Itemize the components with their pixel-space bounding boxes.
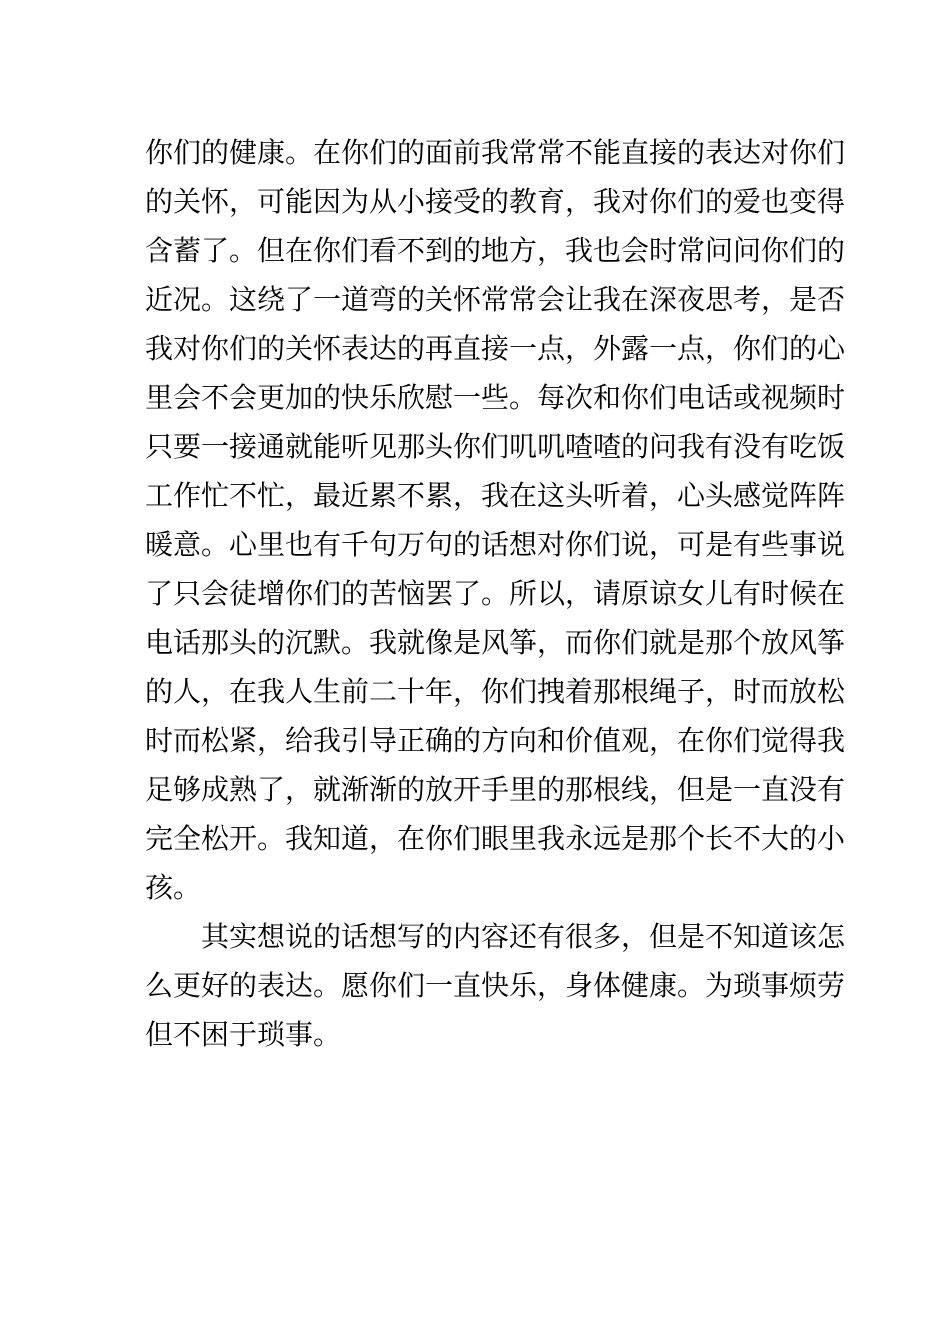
text-line: 了只会徒增你们的苦恼罢了。所以，请原谅女儿有时候在	[145, 577, 846, 610]
text-line: 工作忙不忙，最近累不累，我在这头听着，心头感觉阵阵	[145, 479, 846, 512]
text-line: 的关怀，可能因为从小接受的教育，我对你们的爱也变得	[145, 185, 846, 218]
text-line: 么更好的表达。愿你们一直快乐，身体健康。为琐事烦劳	[145, 969, 846, 1002]
text-line: 暖意。心里也有千句万句的话想对你们说，可是有些事说	[145, 528, 846, 561]
text-line: 的人，在我人生前二十年，你们拽着那根绳子，时而放松	[145, 675, 846, 708]
text-line: 你们的健康。在你们的面前我常常不能直接的表达对你们	[145, 136, 846, 169]
text-line: 近况。这绕了一道弯的关怀常常会让我在深夜思考，是否	[145, 283, 846, 316]
paragraph-1	[145, 128, 846, 912]
text-line: 电话那头的沉默。我就像是风筝，而你们就是那个放风筝	[145, 626, 846, 659]
text-line: 只要一接通就能听见那头你们叽叽喳喳的问我有没有吃饭	[145, 430, 846, 463]
text-line: 但不困于琐事。	[145, 1018, 342, 1051]
text-line: 里会不会更加的快乐欣慰一些。每次和你们电话或视频时	[145, 381, 846, 414]
text-line: 我对你们的关怀表达的再直接一点，外露一点，你们的心	[145, 332, 846, 365]
paragraph-2	[145, 912, 846, 1059]
text-line: 足够成熟了，就渐渐的放开手里的那根线，但是一直没有	[145, 773, 846, 806]
text-line: 含蓄了。但在你们看不到的地方，我也会时常问问你们的	[145, 234, 846, 267]
text-line: 孩。	[145, 871, 202, 904]
text-line: 完全松开。我知道，在你们眼里我永远是那个长不大的小	[145, 822, 846, 855]
text-line: 其实想说的话想写的内容还有很多，但是不知道该怎	[201, 920, 846, 953]
text-line: 时而松紧，给我引导正确的方向和价值观，在你们觉得我	[145, 724, 846, 757]
body-text	[145, 128, 846, 1059]
